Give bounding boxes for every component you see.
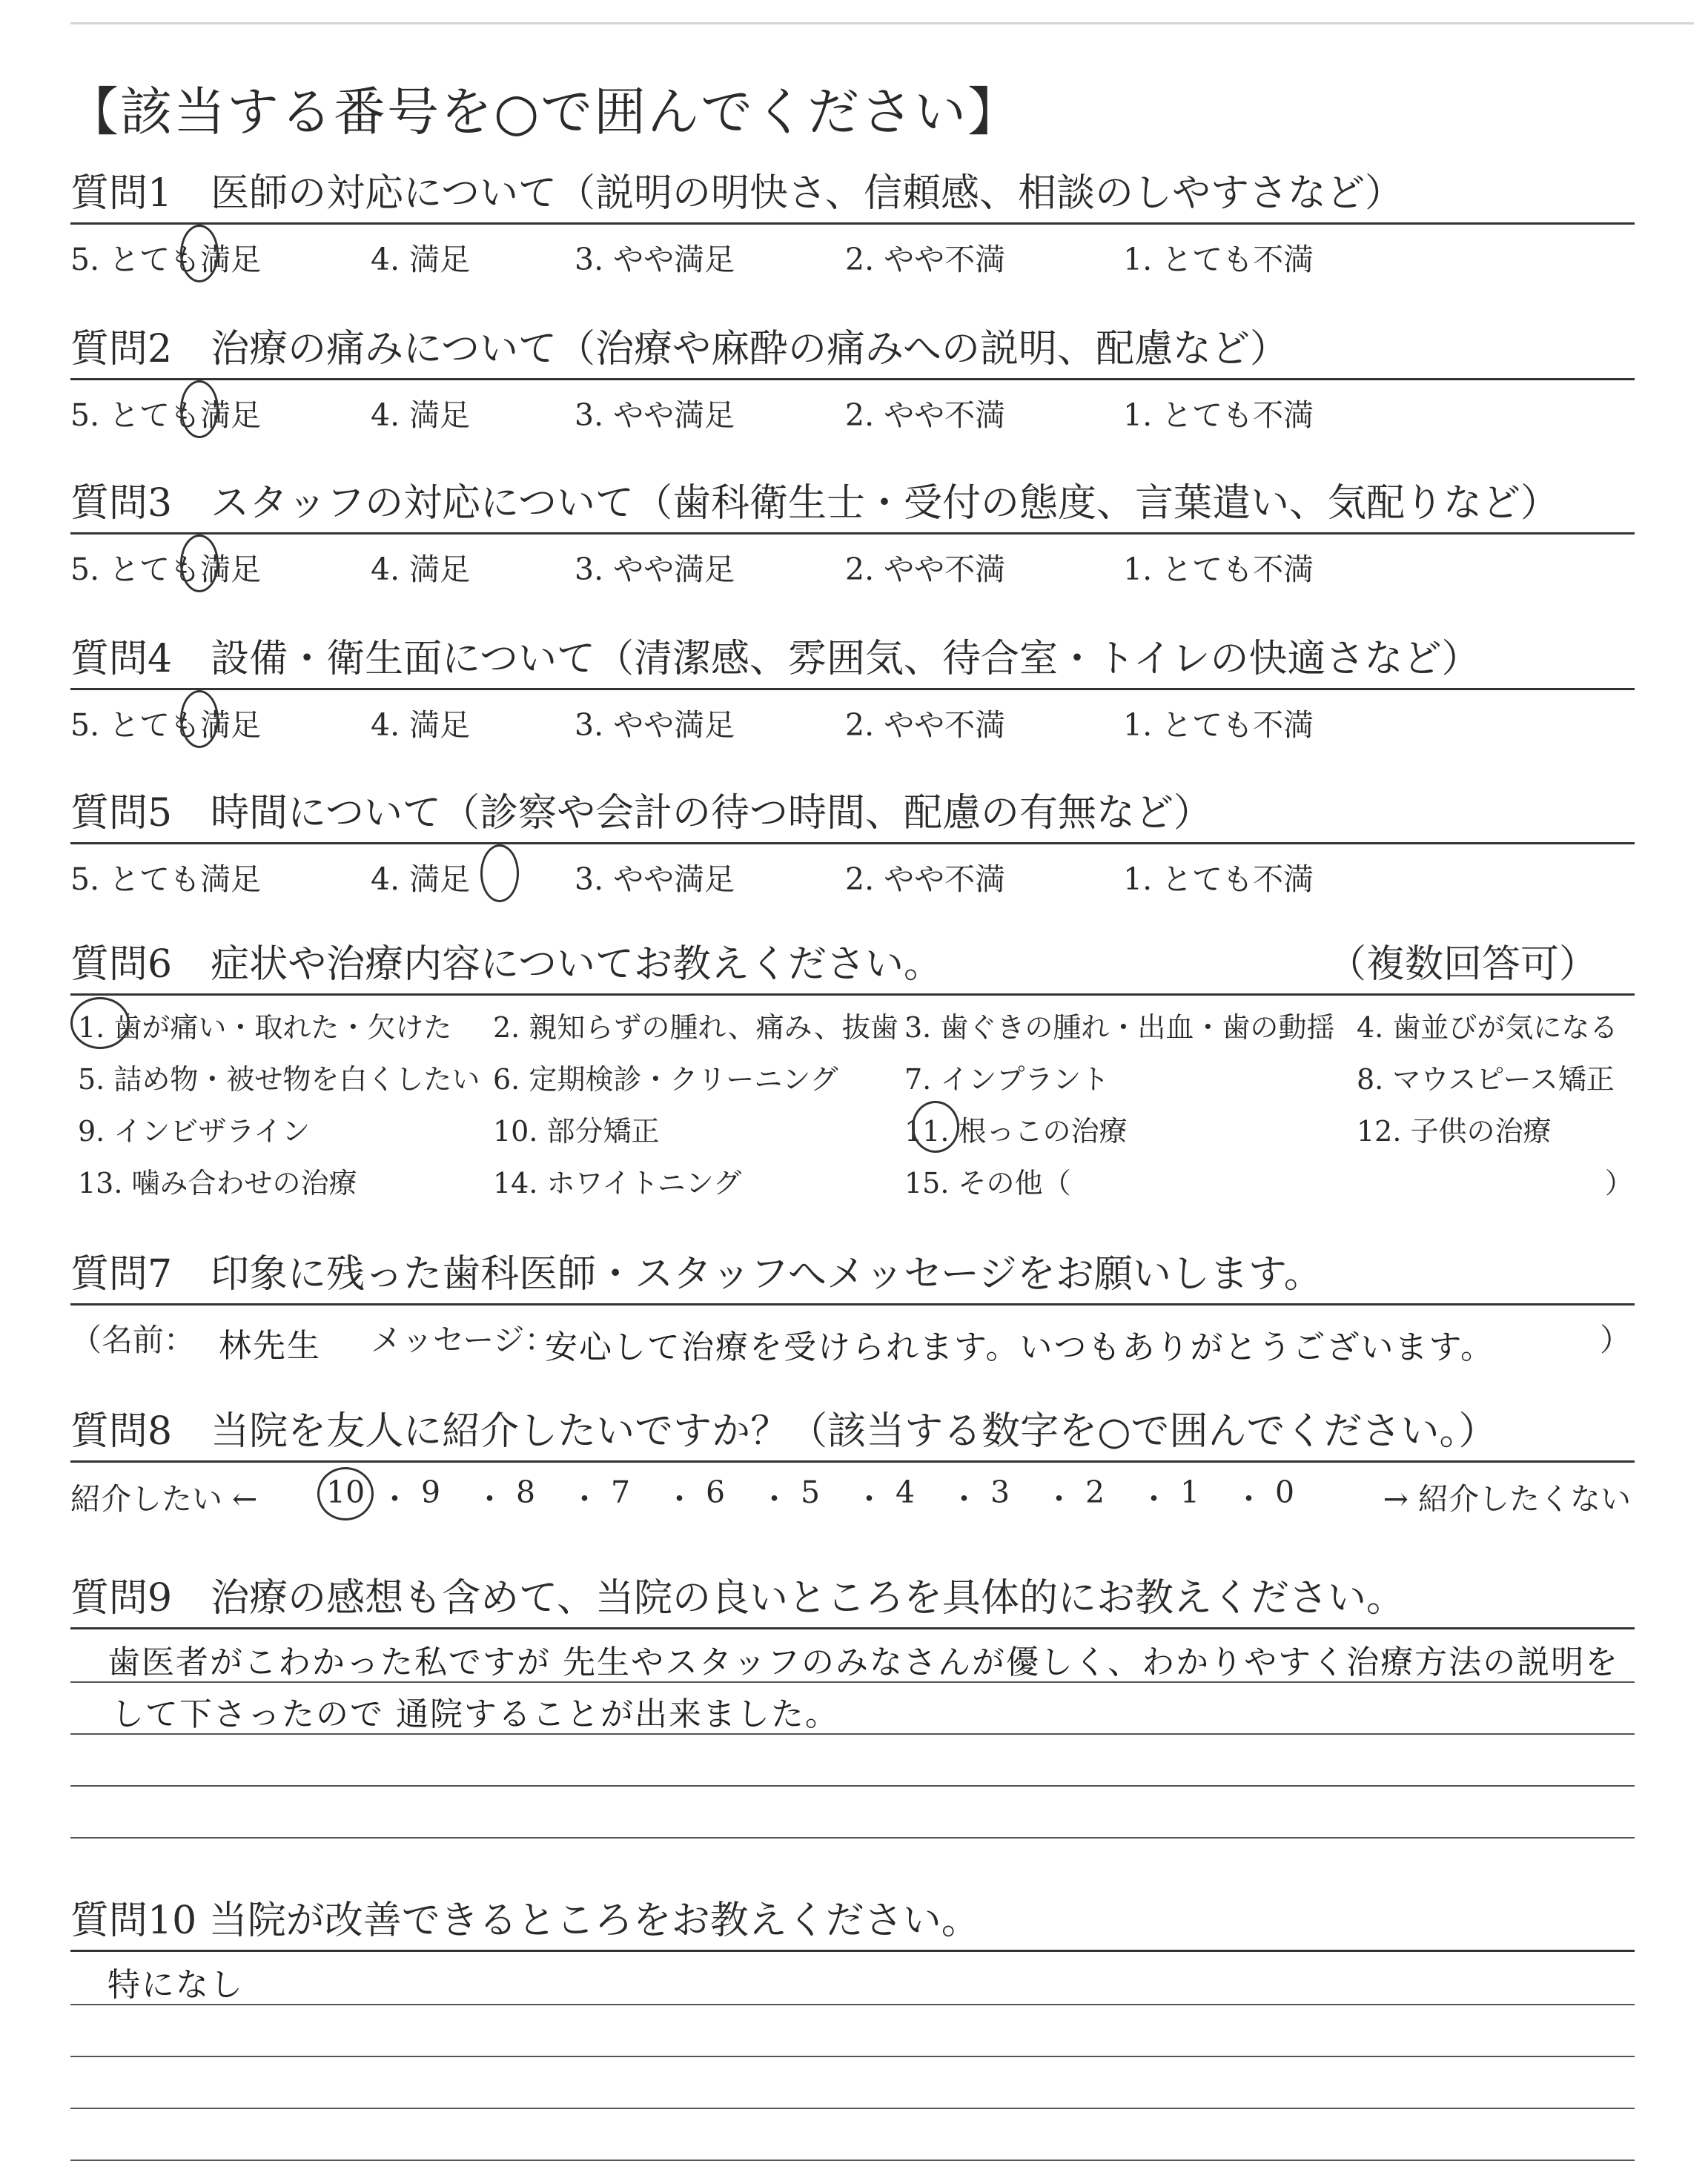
scale-separator: ・ xyxy=(380,1481,410,1517)
rating-option[interactable]: 5. とても満足 xyxy=(70,707,262,743)
scale-value[interactable]: 4 xyxy=(896,1475,916,1510)
rating-option[interactable]: 2. やや不満 xyxy=(845,861,1006,897)
selection-circle xyxy=(180,690,219,748)
selection-circle xyxy=(180,535,219,592)
scale-separator: ・ xyxy=(1234,1481,1264,1517)
question-4 xyxy=(70,636,1635,741)
scale-value[interactable]: 10 xyxy=(326,1475,365,1510)
rating-option[interactable]: 3. やや満足 xyxy=(575,397,735,433)
rating-option[interactable]: 3. やや満足 xyxy=(575,707,735,743)
treatment-option[interactable]: 11. 根っこの治療 xyxy=(904,1115,1128,1148)
writing-line xyxy=(70,2004,1635,2005)
treatment-options-row xyxy=(70,1053,1635,1105)
rating-option[interactable]: 1. とても不満 xyxy=(1123,397,1314,433)
treatment-option[interactable]: 10. 部分矯正 xyxy=(493,1115,660,1148)
scale-value[interactable]: 2 xyxy=(1085,1475,1105,1510)
scale-value[interactable]: 9 xyxy=(421,1475,441,1510)
scale-value[interactable]: 6 xyxy=(706,1475,726,1510)
question-2-title: 質問2 治療の痛みについて（治療や麻酔の痛みへの説明、配慮など） xyxy=(70,327,1289,371)
treatment-option[interactable]: 6. 定期検診・クリーニング xyxy=(493,1063,838,1096)
question-7-rule xyxy=(70,1303,1635,1305)
scale-value[interactable]: 0 xyxy=(1275,1475,1295,1510)
selection-circle xyxy=(912,1101,959,1153)
question-10 xyxy=(70,1898,1635,2160)
treatment-options-row xyxy=(70,1002,1635,1053)
multiple-answers-note: （複数回答可） xyxy=(1327,942,1598,987)
rating-option[interactable]: 4. 満足 xyxy=(371,242,471,277)
selection-circle xyxy=(480,844,519,902)
name-value[interactable]: 林先生 xyxy=(219,1327,321,1365)
recommend-left-label: 紹介したい ← xyxy=(70,1481,258,1517)
selection-circle xyxy=(317,1467,374,1520)
treatment-options-row xyxy=(70,1105,1635,1157)
scale-separator: ・ xyxy=(1139,1481,1169,1517)
rating-option[interactable]: 3. やや満足 xyxy=(575,242,735,277)
scale-separator: ・ xyxy=(664,1481,695,1517)
question-5-rule xyxy=(70,842,1635,844)
question-8-title: 質問8 当院を友人に紹介したいですか？（該当する数字を○で囲んでください。） xyxy=(70,1409,1497,1454)
message-label: メッセージ： xyxy=(371,1322,556,1358)
question-10-title: 質問10 当院が改善できるところをお教えください。 xyxy=(70,1899,980,1943)
rating-option[interactable]: 4. 満足 xyxy=(371,397,471,433)
writing-line xyxy=(70,2108,1635,2109)
handwritten-line[interactable]: 特になし xyxy=(107,1966,244,2004)
top-border xyxy=(70,22,1694,24)
rating-option[interactable]: 1. とても不満 xyxy=(1123,552,1314,587)
selection-circle xyxy=(70,997,130,1049)
recommend-scale xyxy=(70,1470,1635,1519)
treatment-option[interactable]: 15. その他（ xyxy=(904,1167,1071,1199)
scale-value[interactable]: 5 xyxy=(801,1475,821,1510)
treatment-option[interactable]: 8. マウスピース矯正 xyxy=(1357,1063,1615,1096)
rating-option[interactable]: 3. やや満足 xyxy=(575,552,735,587)
scale-separator: ・ xyxy=(759,1481,790,1517)
question-6-title: 質問6 症状や治療内容についてお教えください。 （複数回答可） xyxy=(70,942,1598,987)
treatment-option[interactable]: 12. 子供の治療 xyxy=(1357,1115,1552,1148)
treatment-option[interactable]: 4. 歯並びが気になる xyxy=(1357,1011,1618,1044)
rating-option[interactable]: 2. やや不満 xyxy=(845,707,1006,743)
rating-option[interactable]: 1. とても不満 xyxy=(1123,861,1314,897)
treatment-option[interactable]: 3. 歯ぐきの腫れ・出血・歯の動揺 xyxy=(904,1011,1335,1044)
rating-option[interactable]: 2. やや不満 xyxy=(845,397,1006,433)
treatment-option[interactable]: 2. 親知らずの腫れ、痛み、抜歯 xyxy=(493,1011,898,1044)
rating-options xyxy=(70,696,1635,741)
scale-value[interactable]: 1 xyxy=(1180,1475,1200,1510)
question-1 xyxy=(70,171,1635,275)
question-3-rule xyxy=(70,532,1635,535)
rating-option[interactable]: 4. 満足 xyxy=(371,552,471,587)
treatment-option[interactable]: 5. 詰め物・被せ物を白くしたい xyxy=(78,1063,480,1096)
rating-option[interactable]: 5. とても満足 xyxy=(70,861,262,897)
name-label: （名前： xyxy=(70,1322,196,1358)
treatment-option[interactable]: 14. ホワイトニング xyxy=(493,1167,742,1199)
rating-option[interactable]: 4. 満足 xyxy=(371,861,471,897)
question-2 xyxy=(70,326,1635,431)
rating-option[interactable]: 4. 満足 xyxy=(371,707,471,743)
rating-options xyxy=(70,231,1635,275)
selection-circle xyxy=(180,225,219,282)
writing-line xyxy=(70,2056,1635,2057)
rating-option[interactable]: 2. やや不満 xyxy=(845,552,1006,587)
treatment-options-row xyxy=(70,1157,1635,1209)
question-2-rule xyxy=(70,378,1635,380)
question-3-title: 質問3 スタッフの対応について（歯科衛生士・受付の態度、言葉遣い、気配りなど） xyxy=(70,481,1560,526)
question-4-rule xyxy=(70,688,1635,690)
rating-options xyxy=(70,540,1635,585)
rating-option[interactable]: 3. やや満足 xyxy=(575,861,735,897)
selection-circle xyxy=(180,380,219,438)
question-1-title: 質問1 医師の対応について（説明の明快さ、信頼感、相談のしやすさなど） xyxy=(70,171,1403,216)
question-7 xyxy=(70,1251,1635,1366)
other-close-paren: ） xyxy=(1605,1167,1634,1199)
question-9 xyxy=(70,1575,1635,1844)
writing-line xyxy=(70,1733,1635,1735)
question-8-rule xyxy=(70,1460,1635,1463)
treatment-option[interactable]: 9. インビザライン xyxy=(78,1115,311,1148)
recommend-right-label: → 紹介したくない xyxy=(1383,1481,1631,1517)
writing-line xyxy=(70,1837,1635,1839)
rating-options xyxy=(70,386,1635,431)
scale-separator: ・ xyxy=(854,1481,884,1517)
rating-option[interactable]: 2. やや不満 xyxy=(845,242,1006,277)
writing-line xyxy=(70,1785,1635,1787)
handwritten-line[interactable]: 歯医者がこわかった私ですが 先生やスタッフのみなさんが優しく、わかりやすく治療方法の説明を xyxy=(107,1644,1620,1681)
treatment-option[interactable]: 7. インプラント xyxy=(904,1063,1110,1096)
question-9-title: 質問9 治療の感想も含めて、当院の良いところを具体的にお教えください。 xyxy=(70,1576,1406,1621)
scale-value[interactable]: 7 xyxy=(611,1475,631,1510)
message-row xyxy=(70,1308,1635,1366)
message-close-paren: ） xyxy=(1599,1322,1631,1358)
rating-option[interactable]: 5. とても満足 xyxy=(70,552,262,587)
writing-line xyxy=(70,1681,1635,1683)
rating-option[interactable]: 1. とても不満 xyxy=(1123,242,1314,277)
treatment-option[interactable]: 1. 歯が痛い・取れた・欠けた xyxy=(78,1011,452,1044)
treatment-option[interactable]: 13. 噛み合わせの治療 xyxy=(78,1167,357,1199)
form-header: 【該当する番号を○で囲んでください】 xyxy=(67,82,1022,142)
rating-options xyxy=(70,850,1635,895)
scale-separator: ・ xyxy=(569,1481,600,1517)
scale-value[interactable]: 3 xyxy=(990,1475,1010,1510)
scale-separator: ・ xyxy=(1044,1481,1074,1517)
question-6-rule xyxy=(70,993,1635,996)
question-5-title: 質問5 時間について（診察や会計の待つ時間、配慮の有無など） xyxy=(70,791,1213,835)
scale-separator: ・ xyxy=(949,1481,979,1517)
handwritten-line[interactable]: して下さったので 通院することが出来ました。 xyxy=(111,1695,839,1733)
question-8 xyxy=(70,1409,1635,1519)
question-7-title: 質問7 印象に残った歯科医師・スタッフへメッセージをお願いします。 xyxy=(70,1252,1323,1297)
question-3 xyxy=(70,480,1635,585)
question-1-rule xyxy=(70,222,1635,225)
scale-separator: ・ xyxy=(474,1481,505,1517)
question-4-title: 質問4 設備・衛生面について（清潔感、雰囲気、待合室・トイレの快適さなど） xyxy=(70,637,1480,681)
rating-option[interactable]: 1. とても不満 xyxy=(1123,707,1314,743)
scale-value[interactable]: 8 xyxy=(516,1475,536,1510)
question-6 xyxy=(70,941,1635,1209)
rating-option[interactable]: 5. とても満足 xyxy=(70,397,262,433)
question-5 xyxy=(70,790,1635,895)
message-value[interactable]: 安心して治療を受けられます。いつもありがとうございます。 xyxy=(545,1328,1494,1366)
rating-option[interactable]: 5. とても満足 xyxy=(70,242,262,277)
